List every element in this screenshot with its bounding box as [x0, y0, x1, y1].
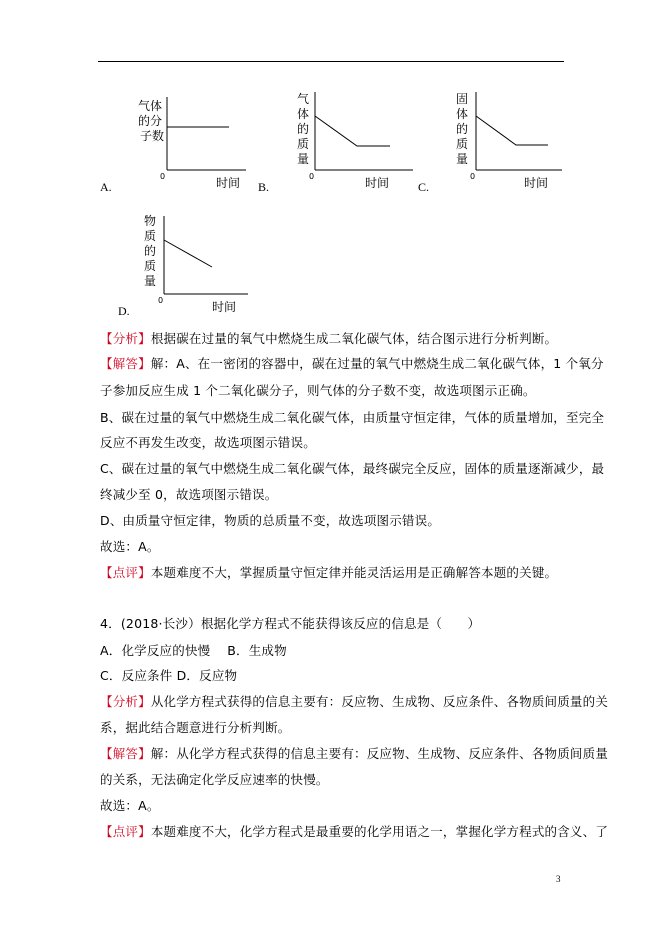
ylabel-line: 物 [144, 214, 157, 228]
q4-choose: 故选：A。 [100, 798, 160, 813]
answer-tag: 【解答】 [100, 356, 151, 371]
x-axis-label: 时间 [365, 176, 390, 190]
q3-option-c-explain: C、碳在过量的氧气中燃烧生成二氧化碳气体，最终碳完全反应，固体的质量逐渐减少，最 [100, 461, 605, 476]
graph-d [140, 210, 250, 314]
analysis-tag: 【分析】 [100, 331, 151, 346]
q3-option-c-explain-cont: 终减少至 0，故选项图示错误。 [100, 487, 278, 502]
ylabel-line: 质 [144, 259, 157, 273]
analysis-text: 根据碳在过量的氧气中燃烧生成二氧化碳气体，结合图示进行分析判断。 [150, 331, 558, 346]
ylabel-line: 质 [144, 229, 157, 243]
q3-option-b-explain: B、碳在过量的氧气中燃烧生成二氧化碳气体，由质量守恒定律，气体的质量增加，至完全 [100, 410, 605, 425]
origin-label: 0 [158, 296, 164, 305]
ylabel-line: 的 [144, 244, 157, 258]
answer-tag: 【解答】 [100, 746, 151, 761]
ylabel-line: 气 [297, 92, 310, 106]
option-d-label: D. [118, 304, 130, 318]
ylabel-line: 气体 [138, 99, 163, 113]
q4-comment [100, 822, 608, 840]
q3-analysis [100, 329, 557, 347]
q3-answer-cont: 子参加反应生成 1 个二氧化碳分子，则气体的分子数不变，故选项图示正确。 [100, 383, 536, 398]
ylabel-line: 质 [456, 137, 469, 151]
graph-b [295, 88, 415, 192]
answer-text: 解：A、在一密闭的容器中，碳在过量的氧气中燃烧生成二氧化碳气体，1 个氧分 [150, 356, 604, 371]
origin-label: 0 [470, 172, 476, 181]
x-axis-label: 时间 [212, 300, 237, 314]
comment-tag: 【点评】 [100, 824, 151, 839]
comment-text: 本题难度不大，化学方程式是最重要的化学用语之一，掌握化学方程式的含义、了 [150, 824, 609, 839]
ylabel-line: 的分 [138, 114, 163, 128]
header-rule [98, 61, 564, 62]
analysis-text: 从化学方程式获得的信息主要有：反应物、生成物、反应条件、各物质间质量的关 [150, 694, 609, 709]
x-axis-label: 时间 [216, 176, 241, 190]
q4-analysis [100, 692, 608, 710]
q3-answer [100, 354, 604, 372]
ylabel-line: 子数 [140, 129, 165, 143]
q4-options-cd: C．反应条件 D．反应物 [100, 668, 238, 683]
ylabel-line: 体 [297, 107, 310, 121]
ylabel-line: 量 [144, 274, 157, 288]
analysis-tag: 【分析】 [100, 694, 151, 709]
origin-label: 0 [160, 172, 166, 181]
option-c-label: C. [418, 180, 430, 194]
q3-option-d-explain: D、由质量守恒定律，物质的总质量不变，故选项图示错误。 [100, 513, 441, 528]
graph-a [96, 92, 246, 192]
trend-line [476, 116, 548, 145]
ylabel-line: 的 [297, 122, 310, 136]
comment-tag: 【点评】 [100, 565, 151, 580]
ylabel-line: 固 [456, 92, 469, 106]
q3-choose: 故选：A。 [100, 539, 160, 554]
ylabel-line: 体 [456, 107, 469, 121]
ylabel-line: 质 [297, 137, 310, 151]
ylabel-line: 的 [456, 122, 469, 136]
comment-text: 本题难度不大，掌握质量守恒定律并能灵活运用是正确解答本题的关键。 [150, 565, 558, 580]
page-number: 3 [556, 874, 561, 884]
q4-options-ab: A．化学反应的快慢 B．生成物 [100, 643, 287, 658]
origin-label: 0 [309, 172, 315, 181]
q3-option-b-explain-cont: 反应不再发生改变，故选项图示错误。 [100, 435, 316, 450]
q4-answer [100, 744, 608, 762]
trend-line [164, 240, 212, 267]
option-a-label: A. [100, 180, 112, 194]
q3-comment [100, 563, 557, 581]
answer-text: 解：从化学方程式获得的信息主要有：反应物、生成物、反应条件、各物质间质量 [150, 746, 609, 761]
ylabel-line: 量 [297, 152, 310, 166]
option-b-label: B. [258, 180, 270, 194]
x-axis-label: 时间 [524, 176, 549, 190]
trend-line [315, 116, 390, 146]
ylabel-line: 量 [456, 152, 469, 166]
q4-answer-cont: 的关系，无法确定化学反应速率的快慢。 [100, 772, 329, 787]
q4-analysis-cont: 系，据此结合题意进行分析判断。 [100, 720, 291, 735]
graph-c [454, 88, 564, 192]
q4-stem: 4．(2018·长沙）根据化学方程式不能获得该反应的信息是（ ） [100, 616, 481, 631]
